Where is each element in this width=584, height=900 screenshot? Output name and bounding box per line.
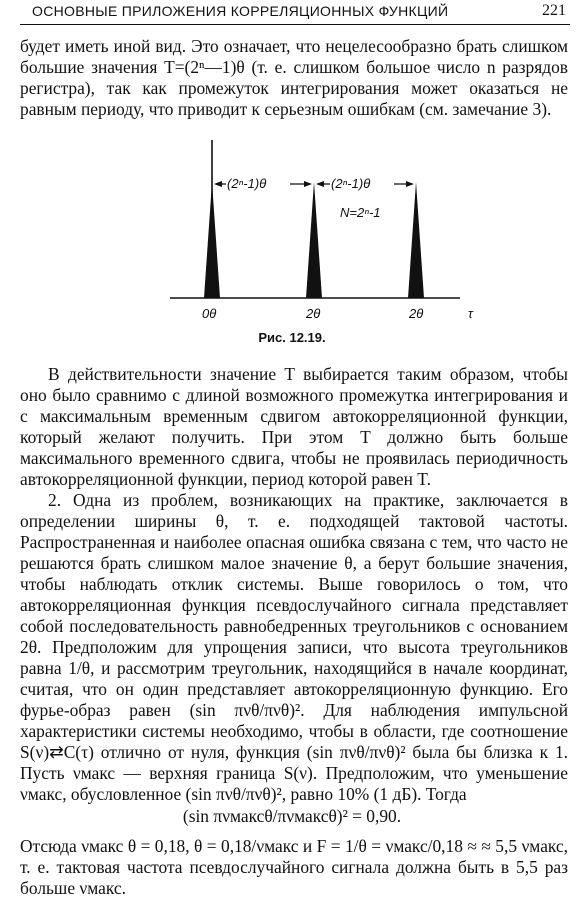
autocorrelation-peak-3: [408, 182, 424, 298]
n-formula-label: N=2ⁿ-1: [340, 205, 381, 220]
paragraph-2: В действительности значение T выбирается таким образом, чтобы оно было сравнимо с длиной возможного промежутка интегрирования и с максимальным временным сдвигом автокорреляционной функции, который желают получить. При этом T должно быть больше максимального временного сдвига, чтобы не проявилась периодичность автокорреляционной функции, период которой равен T.: [20, 364, 568, 489]
paragraph-1: будет иметь иной вид. Это означает, что нецелесообразно брать слишком большие значения T=(2ⁿ—1)θ (т. е. слишком большое число n разрядов регистра), так как промежуток интегрирования может оказаться не равным периоду, что приводит к серьезным ошибкам (см. замечание 3).: [20, 36, 568, 119]
autocorrelation-peak-1: [204, 182, 220, 298]
figure-caption: Рис. 12.19.: [258, 330, 326, 345]
tick-label-1: 0θ: [202, 306, 217, 321]
header-title: ОСНОВНЫЕ ПРИЛОЖЕНИЯ КОРРЕЛЯЦИОННЫХ ФУНКЦИЙ: [32, 3, 449, 19]
period-label-2: (2ⁿ-1)θ: [331, 176, 371, 191]
tick-label-2: 2θ: [306, 306, 321, 321]
paragraph-4: Отсюда νмакс θ = 0,18, θ = 0,18/νмакс и F = 1/θ = νмакс/0,18 ≈ ≈ 5,5 νмакс, т. е. тактовая частота псевдослучайного сигнала должна быть в 5,5 раз больше νмакс.: [20, 836, 568, 898]
axis-label-tau: τ: [468, 306, 473, 321]
period-arrow-1-right-head: [304, 181, 312, 187]
tick-label-3: 2θ: [409, 306, 424, 321]
figure-12-19: [0, 0, 584, 330]
period-arrow-2-left-head: [316, 181, 324, 187]
formula-line: (sin πνмаксθ/πνмаксθ)² = 0,90.: [182, 806, 402, 826]
autocorrelation-peak-2: [306, 182, 322, 298]
period-arrow-2-right-head: [406, 181, 414, 187]
period-label-1: (2ⁿ-1)θ: [227, 176, 267, 191]
period-arrow-1-left-head: [214, 181, 222, 187]
page-number: 221: [542, 2, 566, 19]
paragraph-3: 2. Одна из проблем, возникающих на практике, заключается в определении ширины θ, т. е. подходящей тактовой частоты. Распространенная и наиболее опасная ошибка связана с тем, что часто не решаются брать слишком малое значение θ, а берут большие значения, чтобы наблюдать отклик системы. Выше говорилось о том, что автокорреляционная функция псевдослучайного сигнала представляет собой последовательность равнобедренных треугольников с основанием 2θ. Предположим для упрощения записи, что высота треугольников равна 1/θ, и рассмотрим треугольник, находящийся в начале координат, считая, что он один представляет автокорреляционную функцию. Его фурье-образ равен (sin πνθ/πνθ)². Для наблюдения импульсной характеристики системы необходимо, чтобы в области, где соотношение S(ν)⇄C(τ) отлично от нуля, функция (sin πνθ/πνθ)² была бы близка к 1. Пусть νмакс — верхняя граница S(ν). Предположим, что уменьшение νмакс, обусловленное (sin πνθ/πνθ)², равно 10% (1 дБ). Тогда: [20, 490, 568, 804]
